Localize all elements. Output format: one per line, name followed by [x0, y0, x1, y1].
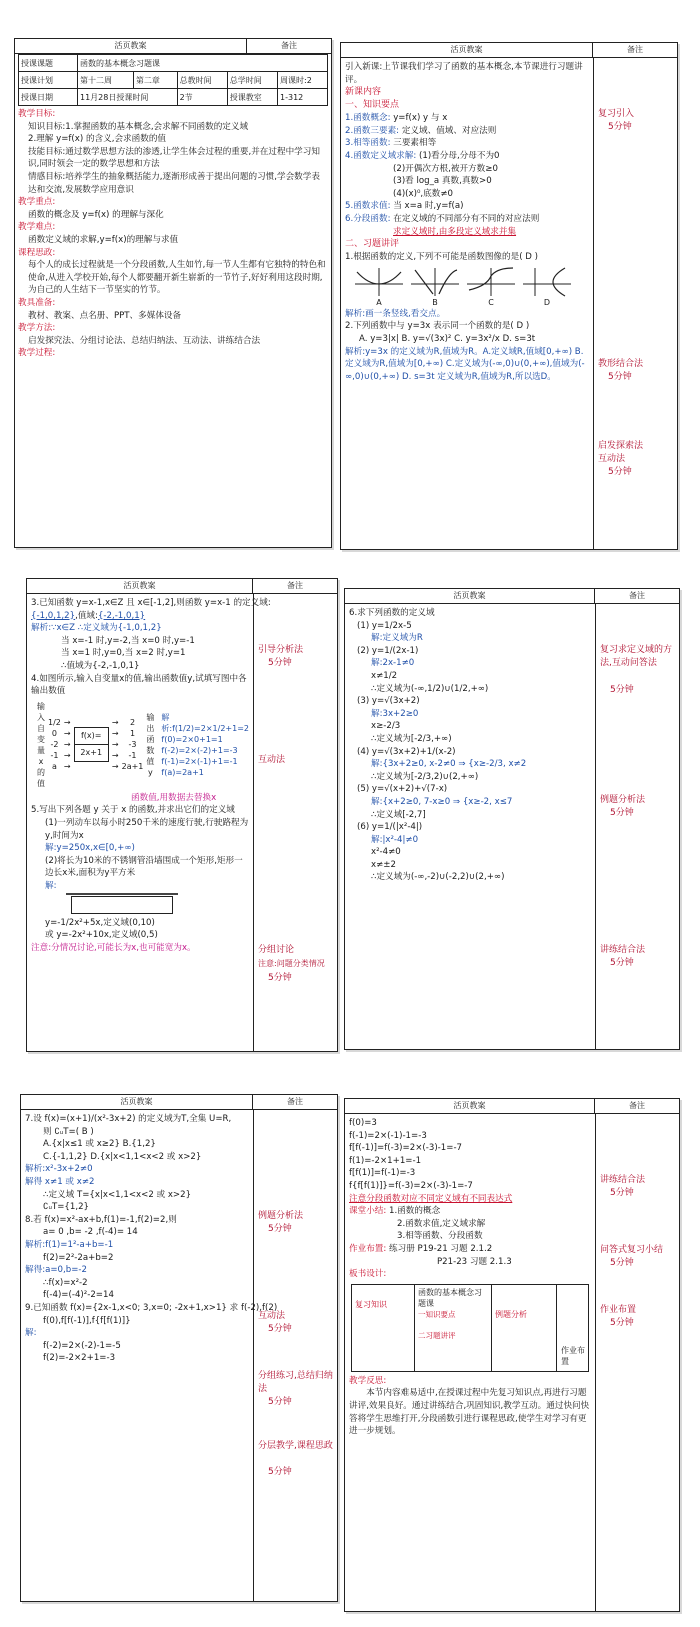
text-line: x≠±2 [371, 859, 396, 870]
info-cell: 授课日期 [19, 89, 78, 106]
summary-item: 2.函数求值,定义域求解 [397, 1218, 486, 1229]
note-text: 5分钟 [610, 1188, 634, 1198]
info-cell: 第二章 [133, 72, 177, 89]
answer-line: 当 x=1 时,y=0,当 x=2 时,y=1 [61, 648, 186, 659]
section-label: 教学重点: [18, 197, 56, 208]
lesson-page-5 [20, 1094, 338, 1602]
answer-line: f(-2)=2×(-2)+1=-3 [161, 745, 238, 755]
note-text: 5分钟 [268, 1467, 292, 1477]
note-text: 复习求定义域的方法,互动问答法 [600, 645, 673, 668]
page-header-notes: 备注 [252, 579, 337, 593]
notes-column [593, 58, 677, 549]
text-line: 则 ∁ᵤT=( B ) [43, 1126, 94, 1137]
summary-item: 3.相等函数、分段函数 [397, 1231, 483, 1242]
input-value: -1 [50, 751, 59, 761]
note-text: 引导分析法 [258, 645, 304, 655]
page-header-title: 活页教案 [120, 1097, 153, 1106]
text-line: 解析:x²-3x+2≠0 [25, 1164, 93, 1175]
kp-label: 5.函数求值: [345, 201, 391, 212]
q4-answer [161, 712, 249, 778]
page-header-title: 活页教案 [114, 41, 147, 50]
notes-column [253, 1110, 337, 1601]
text-line: ∁ᵤT={1,2} [43, 1202, 89, 1213]
question-2: 2.下列函数中与 y=3x 表示同一个函数的是( D ) [345, 321, 530, 332]
kp-label: 4.函数定义域求解: [345, 150, 417, 161]
text-line: ∴定义域为[-2/3,2)∪(2,+∞) [371, 771, 479, 782]
text-line: 解析:f(1)=1²-a+b=-1 [25, 1239, 114, 1250]
text-line: f(-1)=2×(-1)-1=-3 [349, 1130, 427, 1141]
kp-text: y=f(x) y 与 x [393, 113, 448, 124]
text-line: 解:|x²-4|≠0 [371, 834, 419, 845]
text-line: 解:{x+2≥0, 7-x≥0 ⇒ {x≥-2, x≤7 [371, 796, 513, 807]
answer-line: ∴值域为{-2,-1,0,1} [61, 660, 140, 671]
text-line: 9.已知函数 f(x)={2x-1,x<0; 3,x=0; -2x+1,x>1} 求 f(-2),f(2) [25, 1302, 278, 1313]
text-line: f{f[f(1)]}=f(-3)=2×(-3)-1=-7 [349, 1180, 473, 1191]
board-design [351, 1284, 589, 1372]
page-header [15, 39, 331, 54]
page-header [345, 589, 679, 604]
lesson-page-6 [344, 1098, 680, 1612]
arrow-icon: → → → → → [111, 718, 119, 772]
answer-line: 解析:∵x∈Z ∴定义域为{-1,0,1,2} [31, 623, 162, 634]
text-line: 解: [25, 1328, 37, 1339]
reflection-text: 本节内容难易适中,在授课过程中先复习知识点,再进行习题讲评,效果良好。通过讲练结合,巩固知识,教学互动。通过快问快答将学生思维打开,分段函数引进行课程思政,使学生对学习有更进一步规划。 [349, 1388, 590, 1437]
page-header-notes: 备注 [594, 589, 679, 603]
info-cell: 授课计划 [19, 72, 78, 89]
text-line: 技能目标:通过数学思想方法的渗透,让学生体会过程的重要,并在过程中学习知识,同时领会一定的数学思想和方法 [28, 146, 320, 170]
domain-exercises [345, 604, 595, 1049]
text-line: 知识目标:1.掌握函数的基本概念,会求解不同函数的定义域 [28, 121, 249, 132]
kp-text: (4)(x)⁰,底数≠0 [393, 188, 453, 199]
note-text: 分组练习,总结归纳法 [258, 1371, 333, 1394]
note-text: 5分钟 [268, 1224, 292, 1234]
answer-line: 当 x=-1 时,y=-2,当 x=0 时,y=-1 [61, 635, 195, 646]
question-5a: (1)一列动车以每小时250千米的速度行驶,行驶路程为y,时间为x [45, 817, 249, 841]
info-cell: 总教时间 [177, 72, 227, 89]
note-text: 5分钟 [608, 372, 632, 382]
homework-text: P21-23 习题 2.1.3 [437, 1256, 512, 1267]
text-line: 解:定义域为R [371, 633, 423, 644]
lesson-page-1 [14, 38, 332, 548]
text-line: A.{x|x≤1 或 x≥2} B.{1,2} [43, 1139, 156, 1150]
text-line: (5) y=√(x+2)+√(7-x) [357, 784, 448, 795]
info-cell: 总学时间 [227, 72, 277, 89]
note-text: 5分钟 [610, 1258, 634, 1268]
text-line: ∴定义域为(-∞,1/2)∪(1/2,+∞) [371, 683, 489, 694]
board-text: 复习知识 [355, 1299, 387, 1309]
page-header-title: 活页教案 [450, 45, 483, 54]
page-header [27, 579, 337, 594]
question-2-options: A. y=3|x| B. y=√(3x)² C. y=3x²/x D. s=3t [359, 333, 536, 344]
info-cell: 函数的基本概念习题课 [78, 55, 328, 72]
note-text: 启发探索法 [598, 441, 644, 451]
text-line: 解:{3x+2≥0, x-2≠0 ⇒ {x≥-2/3, x≠2 [371, 759, 527, 770]
note-text: 例题分析法 [600, 795, 646, 805]
text-line: x≠1/2 [371, 670, 398, 681]
input-value: 0 [51, 729, 57, 739]
note-text: 互动法 [258, 755, 286, 765]
question-4: 4.如图所示,输入自变量x的值,输出函数值y,试填写图中各输出数值 [31, 673, 247, 697]
kp-label: 6.分段函数: [345, 213, 391, 224]
note-text: 作业布置 [600, 1305, 637, 1315]
section-knowledge: 一、知识要点 [345, 100, 400, 111]
answer-line: 解析:f(1/2)=2×1/2+1=2 [161, 712, 249, 733]
note-text: 互动法 [258, 1311, 286, 1321]
page-header-notes: 备注 [594, 1099, 679, 1113]
text-line: a= 0 ,b= -2 ,f(-4)= 14 [43, 1227, 138, 1238]
kp-label: 2.函数三要素: [345, 125, 400, 136]
notes-column [595, 604, 679, 1049]
text-line: 函数的概念及 y=f(x) 的理解与深化 [28, 209, 164, 220]
text-line: f[f(-1)]=f(-3)=2×(-3)-1=-7 [349, 1143, 463, 1154]
function-box-line: f(x)= [75, 728, 108, 745]
page-header-title: 活页教案 [453, 591, 486, 600]
output-values [122, 717, 144, 772]
graph-d [521, 266, 573, 306]
section-exercises: 二、习题讲评 [345, 239, 400, 250]
graph-label: A [376, 297, 382, 307]
text-line: (2) y=1/(2x-1) [357, 645, 419, 656]
graph-c [465, 266, 517, 306]
warning-note: 注意分段函数对应不同定义域有不同表达式 [349, 1193, 513, 1204]
board-text: 一知识要点 [418, 1309, 456, 1319]
lesson-page-3 [26, 578, 338, 1052]
info-cell: 授课课题 [19, 55, 78, 72]
text-line: f(1)=-2×1+1=-1 [349, 1155, 422, 1166]
output-value: 1 [129, 729, 136, 739]
text-line: ∴f(x)=x²-2 [43, 1277, 88, 1288]
board-col [352, 1285, 415, 1371]
info-cell: 1-312 [278, 89, 328, 106]
board-col [415, 1285, 492, 1371]
note-text: 讲练结合法 [600, 945, 646, 955]
note-text: 教形结合法 [598, 359, 644, 369]
answer-5-note: 注意:分情况讨论,可能长为x,也可能宽为x。 [31, 942, 196, 953]
text-line: 启发探究法、分组讨论法、总结归纳法、互动法、讲练结合法 [28, 335, 261, 346]
text-line: 7.设 f(x)=(x+1)/(x²-3x+2) 的定义域为T,全集 U=R, [25, 1114, 232, 1124]
note-text: 问答式复习小结 [600, 1245, 664, 1255]
info-cell: 周课时:2 [278, 72, 328, 89]
section-label: 教学过程: [18, 348, 56, 359]
text-line: 教材、教案、点名册、PPT、多媒体设备 [28, 310, 182, 321]
text-line: (1) y=1/2x-5 [357, 620, 412, 631]
text-line: f(0),f[f(-1)],f{f[f(1)]} [43, 1315, 131, 1326]
output-value: -3 [128, 740, 137, 750]
note-text: 5分钟 [268, 1397, 292, 1407]
lesson-page-2 [340, 42, 678, 550]
text-line: x≥-2/3 [371, 721, 401, 732]
answer-5d: 或 y=-2x²+10x,定义域(0,5) [45, 930, 158, 941]
input-value: a [51, 762, 57, 772]
text-line: ∴定义域 T={x|x<1,1<x<2 或 x>2} [43, 1189, 192, 1200]
text-line: ∴定义域为[-2/3,+∞) [371, 733, 452, 744]
graph-b [409, 266, 461, 306]
exercise-9-continued [349, 1117, 591, 1193]
note-text: 5分钟 [268, 973, 292, 983]
text-line: (4) y=√(3x+2)+1/(x-2) [357, 746, 456, 757]
text-line: 解:3x+2≥0 [371, 708, 419, 719]
section-label: 教学目标: [18, 109, 56, 119]
kp-text: 三要素相等 [393, 138, 437, 149]
kp-label: 1.函数概念: [345, 113, 391, 124]
info-cell: 授课教室 [227, 89, 277, 106]
question-3: 3.已知函数 y=x-1,x∈Z 且 x∈[-1,2],则函数 y=x-1 的定义域: [31, 598, 271, 608]
board-col [557, 1285, 588, 1371]
text-line: f(0)=3 [349, 1118, 377, 1128]
answer-5a: 解:y=250x,x∈[0,+∞) [45, 843, 135, 854]
answer-2: 解析:y=3x 的定义域为R,值域为R。A.定义域R,值域[0,+∞) B.定义域为R,值域为[0,+∞) C.定义域为(-∞,0)∪(0,+∞),值域为(-∞,0)∪(0,+∞) D. s=3t 定义域为R,值域为R,所以选D。 [345, 346, 585, 382]
text-line: 每个人的成长过程就是一个分段函数,人生如竹,每一节人生都有它独特的特色和使命,从进入学校开始,每个人都要翻开新生崭新的一节竹子,好好利用这段时期,为自己的人生结下一节坚实的竹节。 [28, 260, 326, 296]
info-cell: 第十二周 [78, 72, 134, 89]
graph-a [353, 266, 405, 306]
kp-note: 求定义域时,由多段定义域求并集 [393, 226, 517, 237]
page-header-title: 活页教案 [123, 581, 156, 590]
function-machine [37, 701, 249, 789]
output-value: 2 [129, 718, 136, 728]
text-line: f(-2)=2×(-2)-1=-5 [43, 1340, 121, 1351]
intro-text: 引入新课:上节课我们学习了函数的基本概念,本节课进行习题讲评。 [345, 62, 583, 85]
board-design-label: 板书设计: [349, 1269, 387, 1280]
answer-5c: y=-1/2x²+5x,定义域(0,10) [45, 917, 155, 928]
text-line: ∴定义域[-2,7] [371, 809, 426, 820]
homework-label: 作业布置: [349, 1243, 387, 1254]
note-text: 5分钟 [268, 658, 292, 668]
text-line: (6) y=1/(|x²-4|) [357, 822, 423, 833]
answer-line: f(-1)=2×(-1)+1=-1 [161, 756, 238, 766]
kp-text: (3)看 log_a 真数,真数>0 [393, 176, 492, 187]
note-text: 注意:问题分类情况 [258, 959, 325, 968]
note-text: 5分钟 [610, 685, 634, 695]
output-value: 2a+1 [121, 762, 144, 772]
info-cell: 11月28日授课时间 [78, 89, 178, 106]
text-line: 8.若 f(x)=x²-ax+b,f(1)=-1,f(2)=2,则 [25, 1214, 177, 1225]
notes-column [595, 1114, 679, 1611]
lesson-page-4 [344, 588, 680, 1050]
function-box [74, 727, 109, 762]
kp-text: (2)开偶次方根,被开方数≥0 [393, 163, 498, 174]
section-label: 课程思政: [18, 247, 56, 258]
page-header-notes: 备注 [246, 39, 331, 53]
note-text: 5分钟 [268, 1324, 292, 1334]
text-line: 解:2x-1≠0 [371, 658, 415, 669]
q3-text: ,值域: [75, 610, 98, 621]
page-header-title: 活页教案 [453, 1101, 486, 1110]
text-line: f(2)=2²-2a+b=2 [43, 1252, 114, 1263]
text-line: 解得:a=0,b=-2 [25, 1265, 87, 1276]
text-line: f[f(1)]=f(-1)=-3 [349, 1168, 416, 1179]
question-1: 1.根据函数的定义,下列不可能是函数图像的是( D ) [345, 252, 538, 263]
section-new-content: 新课内容 [345, 87, 382, 98]
note-text: 分层教学,课程思政 [258, 1441, 333, 1451]
output-label: 输出函数值y [146, 712, 155, 777]
question-6: 6.求下列函数的定义域 [349, 608, 435, 618]
text-line: x²-4≠0 [371, 847, 401, 858]
page-header-notes: 备注 [252, 1095, 337, 1109]
answer-5b: 解: [45, 880, 57, 891]
graph-label: B [432, 297, 438, 307]
lesson-info-table [18, 54, 328, 106]
text-line: 2.理解 y=f(x) 的含义,会求函数的值 [28, 134, 167, 145]
kp-text: 在定义域的不同部分有不同的对应法则 [393, 213, 540, 224]
reflection-label: 教学反思: [349, 1375, 387, 1386]
page-header [21, 1095, 337, 1110]
function-box-line: 2x+1 [80, 748, 103, 758]
input-label: 输入自变量x的值 [37, 701, 45, 788]
summary-section [345, 1114, 595, 1611]
kp-text: (1)看分母,分母不为0 [419, 150, 500, 161]
text-line: f(2)=-2×2+1=-3 [43, 1353, 116, 1364]
text-line: ∴定义域为(-∞,-2)∪(-2,2)∪(2,+∞) [371, 872, 505, 883]
note-text: 复习引入 [598, 109, 635, 119]
q3-domain: {-1,0,1,2} [31, 610, 76, 621]
section-label: 教具准备: [18, 297, 56, 308]
homework-text: 练习册 P19-21 习题 2.1.2 [389, 1243, 493, 1254]
input-value: 1/2 [48, 718, 61, 728]
question-5b: (2)将长为10米的不锈钢管沿墙围成一个矩形,矩形一边长x米,面积为y平方米 [45, 855, 243, 879]
kp-text: 当 x=a 时,y=f(a) [393, 201, 464, 212]
answer-line: f(a)=2a+1 [161, 767, 204, 777]
page-header [341, 43, 677, 58]
summary-label: 课堂小结: [349, 1206, 387, 1217]
arrow-icon: → → → → → [63, 718, 71, 772]
note-text: 互动法 [598, 454, 626, 464]
input-value: -2 [50, 740, 59, 750]
note-text: 5分钟 [610, 958, 634, 968]
q4-note: 函数值,用数据去替换x [131, 792, 217, 803]
page-header-notes: 备注 [592, 43, 677, 57]
note-text: 5分钟 [608, 122, 632, 132]
note-text: 5分钟 [608, 467, 632, 477]
board-text: 作业布置 [561, 1345, 585, 1366]
objectives-section [18, 106, 328, 360]
text-line: 解得 x≠1 或 x≠2 [25, 1176, 95, 1187]
output-value: -1 [128, 751, 137, 761]
text-line: C.{-1,1,2} D.{x|x<1,1<x<2 或 x>2} [43, 1151, 202, 1162]
board-text: 二习题讲评 [418, 1330, 456, 1340]
board-text: 例题分析 [495, 1309, 527, 1319]
note-text: 讲练结合法 [600, 1175, 646, 1185]
notes-column [253, 594, 337, 1051]
kp-text: 定义域、值域、对应法则 [401, 125, 497, 136]
graph-options [353, 266, 589, 306]
text-line: f(-4)=(-4)²-2=14 [43, 1290, 114, 1301]
input-values [48, 717, 61, 772]
kp-label: 3.相等函数: [345, 138, 391, 149]
graph-label: C [488, 297, 494, 307]
section-label: 教学难点: [18, 222, 56, 233]
board-col [492, 1285, 557, 1371]
fence-rectangle [71, 896, 173, 914]
answer-1: 解析:画一条竖线,看交点。 [345, 308, 446, 319]
text-line: 情感目标:培养学生的抽象概括能力,逐渐形成善于提出问题的习惯,学会数学表达和交流,发展数学应用意识 [28, 171, 320, 195]
board-title: 函数的基本概念习题课 [418, 1287, 482, 1308]
info-cell: 2节 [177, 89, 227, 106]
text-line: (3) y=√(3x+2) [357, 696, 420, 707]
answer-line: f(0)=2×0+1=1 [161, 734, 223, 744]
graph-label: D [543, 297, 551, 307]
note-text: 分组讨论 [258, 945, 295, 955]
text-line: 函数定义域的求解,y=f(x)的理解与求值 [28, 234, 179, 245]
question-5: 5.写出下列各题 y 关于 x 的函数,并求出它们的定义域 [31, 805, 235, 816]
note-text: 5分钟 [610, 1318, 634, 1328]
q3-range: {-2,-1,0,1} [97, 610, 146, 621]
section-label: 教学方法: [18, 323, 56, 334]
note-text: 例题分析法 [258, 1211, 304, 1221]
page-header [345, 1099, 679, 1114]
summary-item: 1.函数的概念 [389, 1206, 441, 1217]
note-text: 5分钟 [610, 808, 634, 818]
